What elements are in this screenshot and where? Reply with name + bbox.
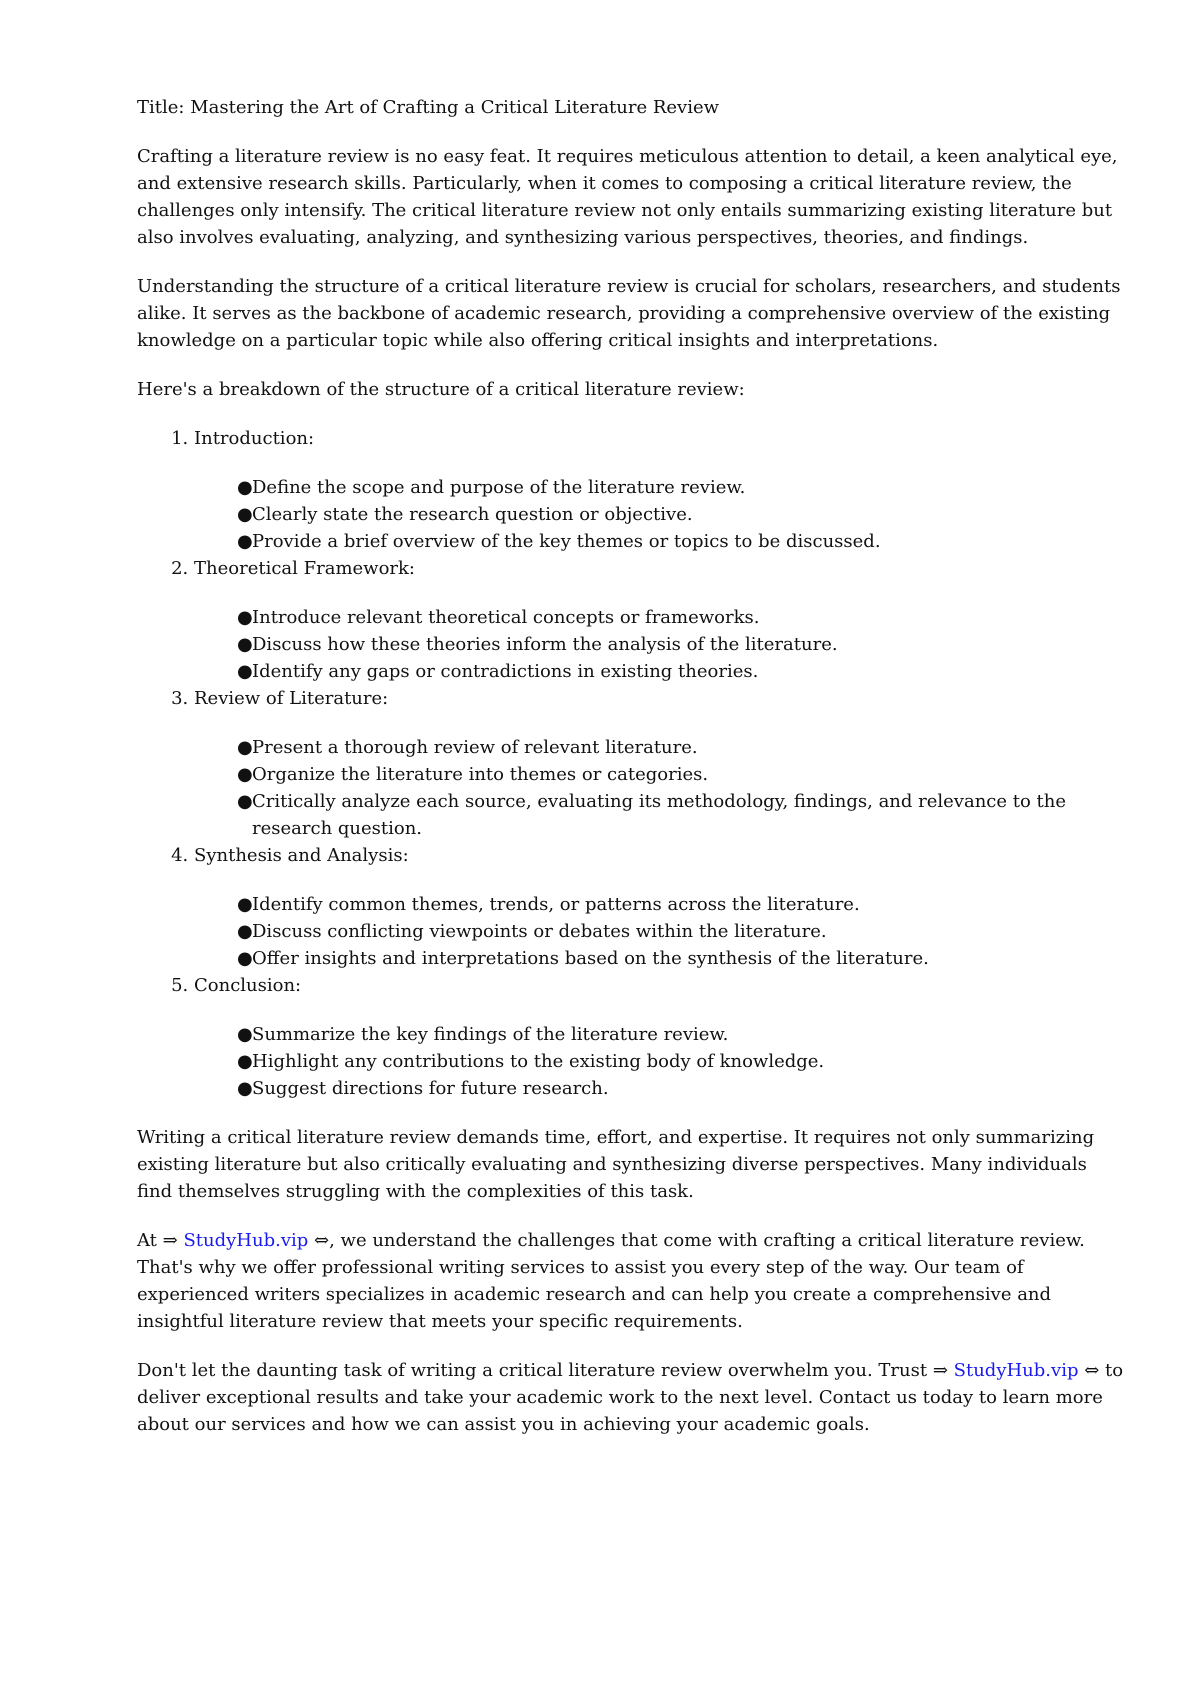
final-text-after: ⇔ to deliver exceptional results and take your academic work to the next level. Contact us today to learn more about our services and how we can assist you in achieving your academic goals.	[137, 1360, 1124, 1435]
point-text: Present a thorough review of relevant literature.	[252, 737, 698, 758]
section-points	[194, 1021, 1127, 1102]
list-item	[237, 474, 1127, 501]
point-text: Introduce relevant theoretical concepts or frameworks.	[252, 607, 760, 628]
studyhub-link[interactable]: StudyHub.vip	[183, 1230, 309, 1251]
service-text-after: ⇔, we understand the challenges that come with crafting a critical literature review. That's why we offer professional writing services to assist you every step of the way. Our team of experienced writers specializes in academic research and can help you create a comprehensive and insightful literature review that meets your specific requirements.	[137, 1230, 1085, 1332]
list-item	[237, 1075, 1127, 1102]
list-item	[237, 891, 1127, 918]
point-text: Define the scope and purpose of the literature review.	[252, 477, 746, 498]
list-item	[237, 604, 1127, 631]
bullet-icon: ●	[237, 477, 253, 498]
final-text-before: Don't let the daunting task of writing a critical literature review overwhelm you. Trust ⇒	[137, 1360, 954, 1381]
section-heading: Theoretical Framework:	[194, 558, 415, 579]
section-points	[194, 891, 1127, 972]
section-heading: Synthesis and Analysis:	[194, 845, 409, 866]
section-conclusion	[194, 972, 1127, 1102]
bullet-icon: ●	[237, 948, 253, 969]
point-text: Discuss conflicting viewpoints or debates within the literature.	[252, 921, 827, 942]
service-paragraph	[137, 1227, 1127, 1335]
list-item	[237, 1048, 1127, 1075]
list-item	[237, 788, 1127, 842]
point-text: Discuss how these theories inform the analysis of the literature.	[252, 634, 838, 655]
list-item	[237, 734, 1127, 761]
section-introduction	[194, 425, 1127, 555]
list-item	[237, 761, 1127, 788]
list-item	[237, 631, 1127, 658]
point-text: Identify any gaps or contradictions in existing theories.	[252, 661, 759, 682]
section-heading: Introduction:	[194, 428, 315, 449]
bullet-icon: ●	[237, 894, 253, 915]
studyhub-link-2[interactable]: StudyHub.vip	[953, 1360, 1079, 1381]
intro-paragraph-3: Here's a breakdown of the structure of a critical literature review:	[137, 379, 745, 400]
service-text-before: At ⇒	[137, 1230, 184, 1251]
list-item	[237, 1021, 1127, 1048]
document-page	[137, 94, 1127, 1460]
section-points	[194, 734, 1127, 842]
bullet-icon: ●	[237, 764, 253, 785]
section-points	[194, 604, 1127, 685]
bullet-icon: ●	[237, 607, 253, 628]
closing-paragraph: Writing a critical literature review demands time, effort, and expertise. It requires not only summarizing existing literature but also critically evaluating and synthesizing diverse perspectives. Many individuals find themselves struggling with the complexities of this task.	[137, 1127, 1095, 1202]
intro-paragraph-1: Crafting a literature review is no easy feat. It requires meticulous attention to detail, a keen analytical eye, and extensive research skills. Particularly, when it comes to composing a critical literature review, the challenges only intensify. The critical literature review not only entails summarizing existing literature but also involves evaluating, analyzing, and synthesizing various perspectives, theories, and findings.	[137, 146, 1118, 248]
bullet-icon: ●	[237, 531, 253, 552]
list-item	[237, 528, 1127, 555]
bullet-icon: ●	[237, 791, 253, 812]
section-heading: Review of Literature:	[194, 688, 389, 709]
point-text: Critically analyze each source, evaluating its methodology, findings, and relevance to the research question.	[252, 791, 1067, 839]
point-text: Clearly state the research question or objective.	[252, 504, 693, 525]
section-review-of-literature	[194, 685, 1127, 842]
point-text: Organize the literature into themes or categories.	[252, 764, 709, 785]
document-title: Title: Mastering the Art of Crafting a Critical Literature Review	[137, 97, 720, 118]
section-theoretical-framework	[194, 555, 1127, 685]
list-item	[237, 945, 1127, 972]
list-item	[237, 501, 1127, 528]
final-paragraph	[137, 1357, 1127, 1438]
section-heading: Conclusion:	[194, 975, 302, 996]
point-text: Highlight any contributions to the existing body of knowledge.	[252, 1051, 825, 1072]
list-item	[237, 658, 1127, 685]
bullet-icon: ●	[237, 661, 253, 682]
list-item	[237, 918, 1127, 945]
bullet-icon: ●	[237, 504, 253, 525]
bullet-icon: ●	[237, 737, 253, 758]
structure-list	[137, 425, 1127, 1102]
bullet-icon: ●	[237, 1078, 253, 1099]
point-text: Identify common themes, trends, or patterns across the literature.	[252, 894, 860, 915]
intro-paragraph-2: Understanding the structure of a critical literature review is crucial for scholars, researchers, and students alike. It serves as the backbone of academic research, providing a comprehensive overview of the existing knowledge on a particular topic while also offering critical insights and interpretations.	[137, 276, 1121, 351]
bullet-icon: ●	[237, 1024, 253, 1045]
point-text: Suggest directions for future research.	[252, 1078, 609, 1099]
section-points	[194, 474, 1127, 555]
bullet-icon: ●	[237, 1051, 253, 1072]
bullet-icon: ●	[237, 921, 253, 942]
point-text: Provide a brief overview of the key themes or topics to be discussed.	[252, 531, 881, 552]
point-text: Summarize the key findings of the literature review.	[252, 1024, 729, 1045]
section-synthesis-and-analysis	[194, 842, 1127, 972]
point-text: Offer insights and interpretations based on the synthesis of the literature.	[252, 948, 929, 969]
bullet-icon: ●	[237, 634, 253, 655]
